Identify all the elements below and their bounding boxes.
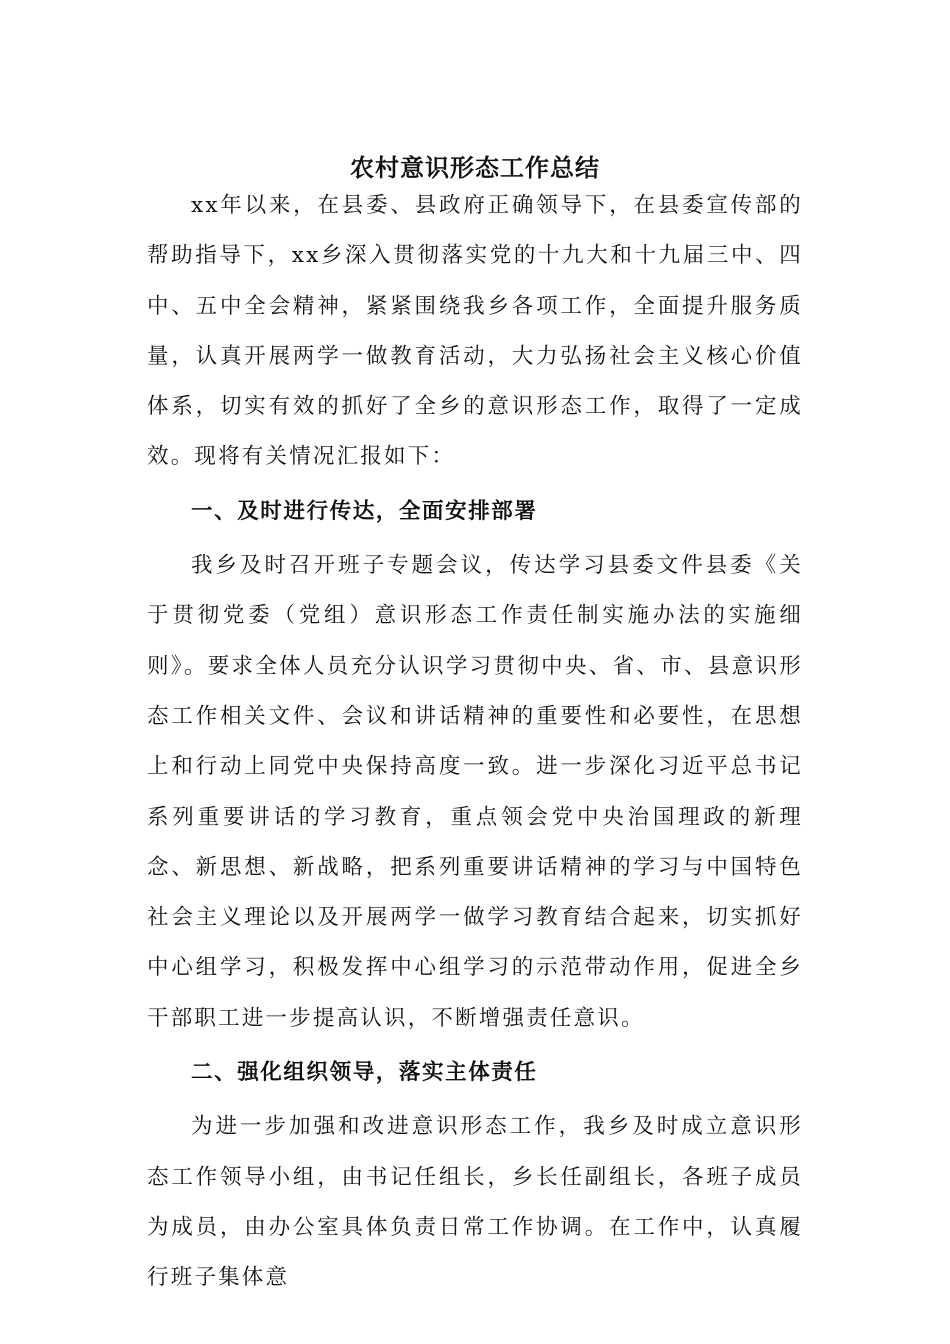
section-2-heading: 二、强化组织领导，落实主体责任 [191,1060,538,1086]
page-title: 农村意识形态工作总结 [350,153,600,183]
section-1-paragraph: 我乡及时召开班子专题会议，传达学习县委文件县委《关于贯彻党委（党组）意识形态工作责任制实施办法的实施细则》。要求全体人员充分认识学习贯彻中央、省、市、县意识形态工作相关文件、会议和讲话精神的重要性和必要性，在思想上和行动上同党中央保持高度一致。进一步深化习近平总书记系列重要讲话的学习教育，重点领会党中央治国理政的新理念、新思想、新战略，把系列重要讲话精神的学习与中国特色社会主义理论以及开展两学一做学习教育结合起来，切实抓好中心组学习，积极发挥中心组学习的示范带动作用，促进全乡干部职工进一步提高认识，不断增强责任意识。 [147,553,803,1031]
document-body [147,181,803,1304]
section-2-paragraph: 为进一步加强和改进意识形态工作，我乡及时成立意识形态工作领导小组，由书记任组长，乡长任副组长，各班子成员为成员，由办公室具体负责日常工作协调。在工作中，认真履行班子集体意 [147,1114,803,1291]
intro-paragraph: xx年以来，在县委、县政府正确领导下，在县委宣传部的帮助指导下，xx乡深入贯彻落实党的十九大和十九届三中、四中、五中全会精神，紧紧围绕我乡各项工作，全面提升服务质量，认真开展两学一做教育活动，大力弘扬社会主义核心价值体系，切实有效的抓好了全乡的意识形态工作，取得了一定成效。现将有关情况汇报如下： [147,193,803,470]
section-1-heading: 一、及时进行传达，全面安排部署 [191,498,538,524]
